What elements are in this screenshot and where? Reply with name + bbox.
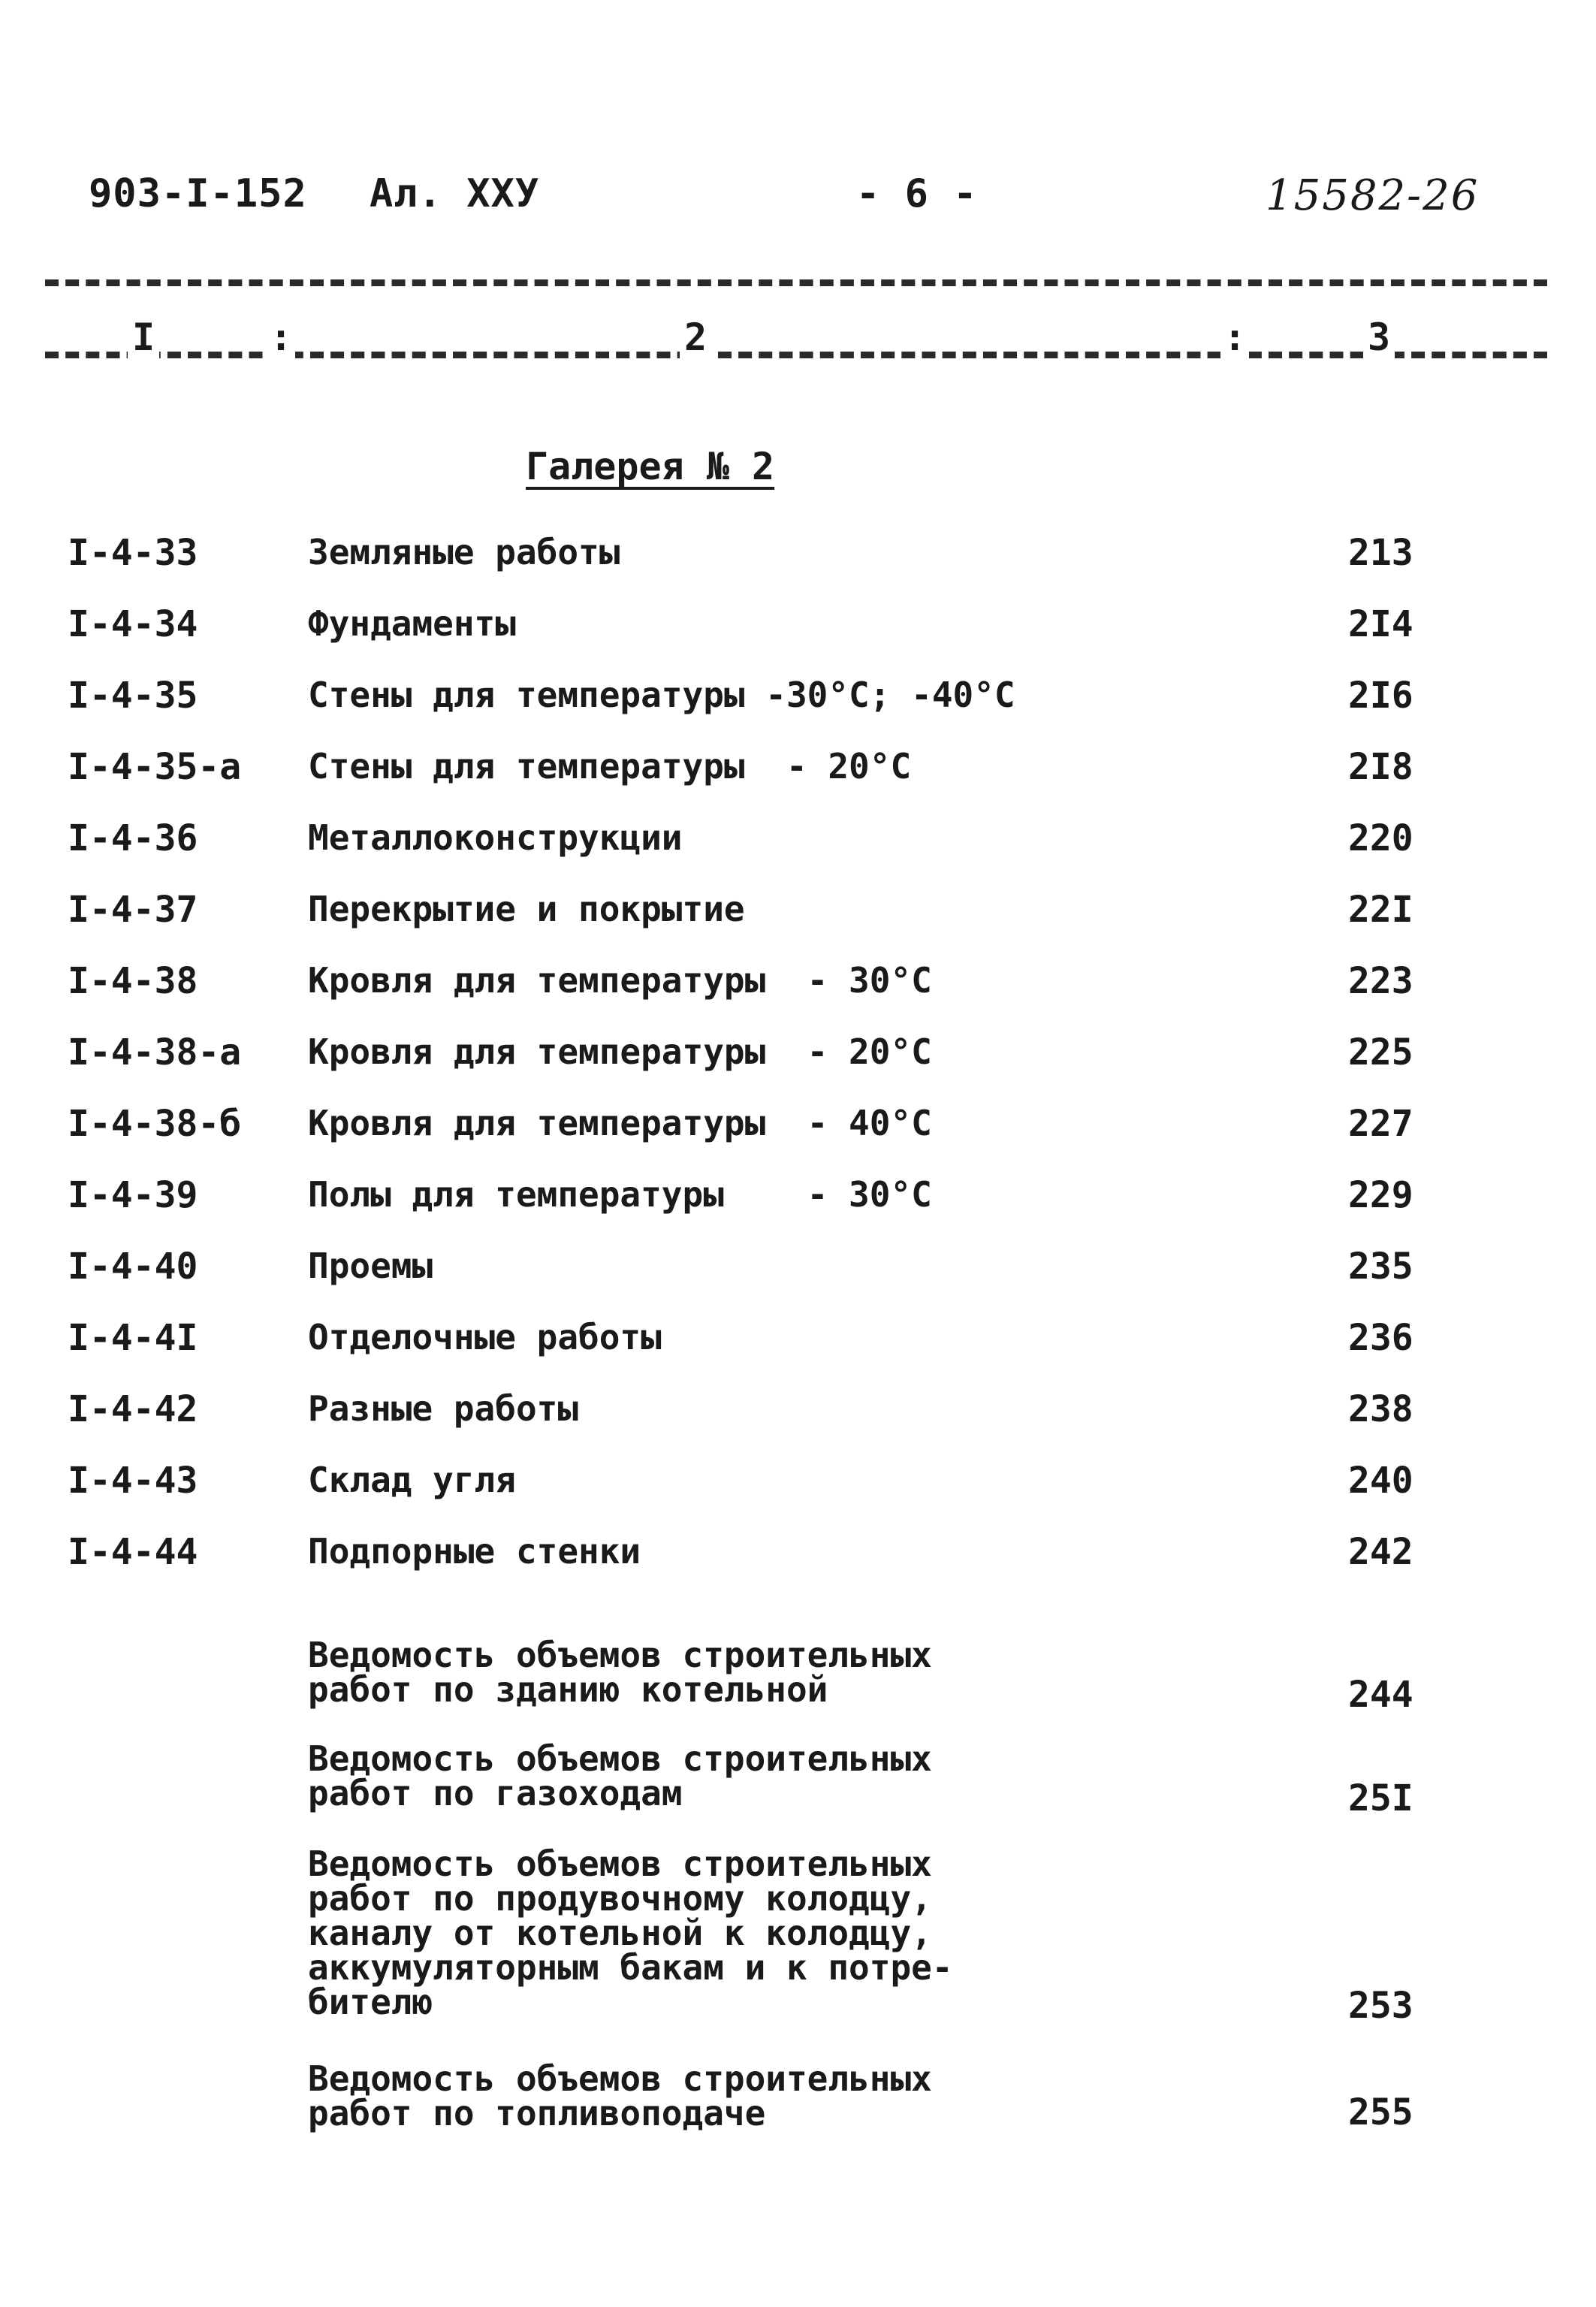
sheet-page: 229 [1348, 1174, 1413, 1216]
list-item [0, 1103, 1596, 1148]
list-item [0, 532, 1596, 577]
sheet-page: 213 [1348, 532, 1413, 574]
sheet-page: 22I [1348, 889, 1413, 931]
list-item [0, 746, 1596, 791]
sheet-page: 242 [1348, 1531, 1413, 1573]
statement-title: Ведомость объемов строительных работ по газоходам [308, 1738, 932, 1813]
list-item [0, 889, 1596, 934]
sheet-title: Перекрытие и покрытие [308, 889, 745, 929]
list-item [0, 1317, 1596, 1362]
list-item [0, 1460, 1596, 1505]
sheet-page: 227 [1348, 1103, 1413, 1145]
sheet-page: 2I6 [1348, 675, 1413, 717]
sheet-page: 223 [1348, 960, 1413, 1002]
sheet-title: Земляные работы [308, 532, 620, 572]
column-number-3: 3 [1363, 316, 1395, 359]
statement-page: 244 [1348, 1674, 1413, 1716]
sheet-title: Кровля для температуры - 20°С [308, 1031, 932, 1072]
list-item [0, 675, 1596, 720]
sheet-page: 235 [1348, 1246, 1413, 1288]
sheet-code: I-4-38 [68, 960, 198, 1002]
list-item [0, 603, 1596, 648]
album-number: Ал. ХХУ [370, 171, 540, 216]
list-item [0, 1246, 1596, 1291]
sheet-title: Подпорные стенки [308, 1531, 641, 1572]
sheet-code: I-4-38-б [68, 1103, 242, 1145]
sheet-title: Разные работы [308, 1388, 579, 1429]
statement-title: Ведомость объемов строительных работ по зданию котельной [308, 1635, 932, 1710]
sheet-page: 225 [1348, 1031, 1413, 1073]
sheet-code: I-4-34 [68, 603, 198, 645]
sheet-code: I-4-40 [68, 1246, 198, 1288]
list-item [0, 1531, 1596, 1576]
sheet-title: Стены для температуры - 20°С [308, 746, 912, 787]
list-item [0, 817, 1596, 862]
sheet-title: Фундаменты [308, 603, 516, 644]
column-number-1: I [128, 316, 159, 359]
sheet-page: 2I8 [1348, 746, 1413, 788]
sheet-code: I-4-37 [68, 889, 198, 931]
statement-page: 255 [1348, 2091, 1413, 2133]
dashed-rule-top [45, 279, 1547, 286]
section-title: Галерея № 2 [526, 445, 775, 488]
sheet-title: Кровля для температуры - 40°С [308, 1103, 932, 1143]
sheet-code: I-4-35-а [68, 746, 242, 788]
document-number: 15582-26 [1266, 171, 1480, 220]
column-number-2: 2 [680, 316, 711, 359]
project-code: 903-I-152 [89, 171, 307, 216]
list-item [0, 1031, 1596, 1076]
sheet-code: I-4-4I [68, 1317, 198, 1359]
sheet-title: Склад угля [308, 1460, 516, 1500]
sheet-code: I-4-39 [68, 1174, 198, 1216]
sheet-title: Стены для температуры -30°С; -40°С [308, 675, 1015, 715]
column-separator: : [267, 316, 295, 359]
statement-page: 25I [1348, 1777, 1413, 1819]
list-item [0, 960, 1596, 1005]
list-item [0, 1174, 1596, 1219]
statement-title: Ведомость объемов строительных работ по продувочному колодцу, каналу от котельной к колодцу, аккумуляторным бакам и к потре- бителю [308, 1843, 953, 2022]
sheet-page: 236 [1348, 1317, 1413, 1359]
list-item [0, 1388, 1596, 1433]
sheet-title: Металлоконструкции [308, 817, 683, 858]
column-separator: : [1220, 316, 1249, 359]
sheet-page: 2I4 [1348, 603, 1413, 645]
sheet-page: 240 [1348, 1460, 1413, 1502]
sheet-title: Проемы [308, 1246, 433, 1286]
sheet-code: I-4-36 [68, 817, 198, 859]
sheet-title: Полы для температуры - 30°С [308, 1174, 932, 1215]
sheet-page: 238 [1348, 1388, 1413, 1430]
page-number: - 6 - [856, 171, 978, 216]
sheet-code: I-4-38-а [68, 1031, 242, 1073]
statement-page: 253 [1348, 1985, 1413, 2027]
sheet-code: I-4-44 [68, 1531, 198, 1573]
sheet-title: Кровля для температуры - 30°С [308, 960, 932, 1001]
sheet-title: Отделочные работы [308, 1317, 662, 1357]
statement-title: Ведомость объемов строительных работ по топливоподаче [308, 2058, 932, 2133]
sheet-page: 220 [1348, 817, 1413, 859]
sheet-code: I-4-35 [68, 675, 198, 717]
sheet-code: I-4-43 [68, 1460, 198, 1502]
sheet-code: I-4-42 [68, 1388, 198, 1430]
sheet-code: I-4-33 [68, 532, 198, 574]
